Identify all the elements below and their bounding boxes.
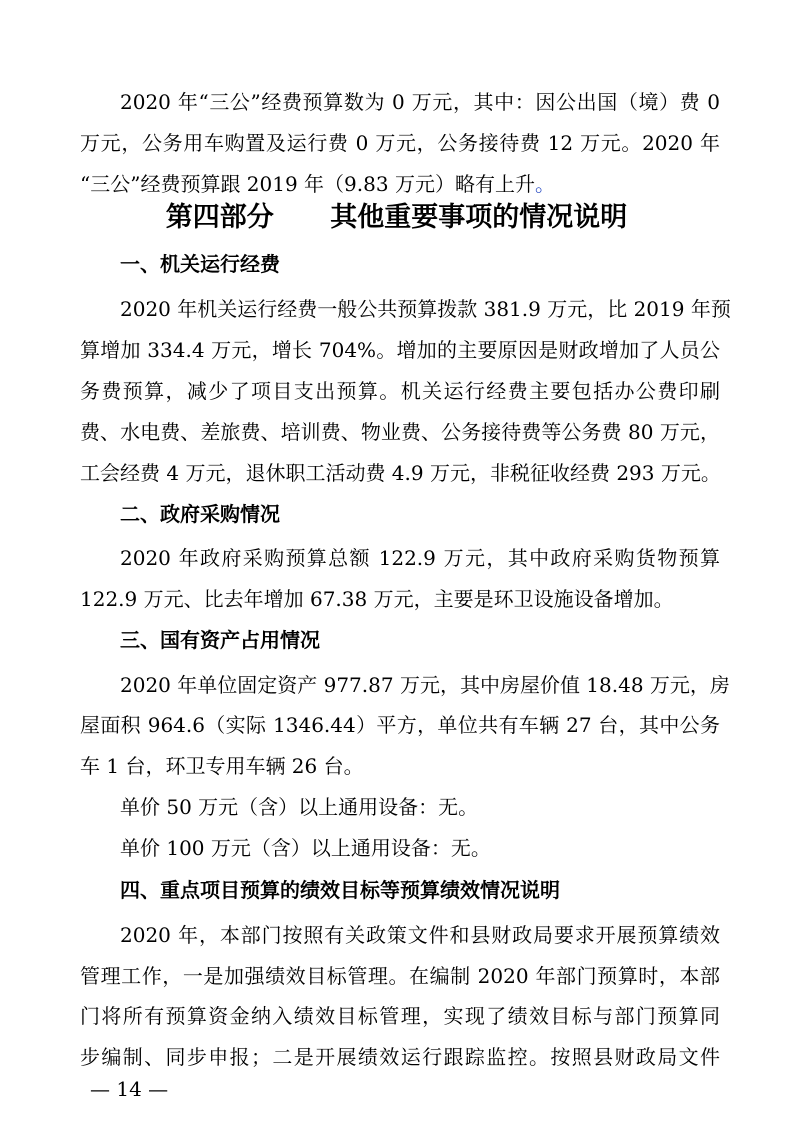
section-heading-4: 四、重点项目预算的绩效目标等预算绩效情况说明 xyxy=(120,878,560,902)
paragraph-line: 务费预算，减少了项目支出预算。机关运行经费主要包括办公费印刷 xyxy=(80,379,720,403)
paragraph-line: 门将所有预算资金纳入绩效目标管理，实现了绩效目标与部门预算同 xyxy=(80,1004,720,1028)
section-heading-3: 三、国有资产占用情况 xyxy=(120,628,320,652)
paragraph-text: “三公”经费预算跟 2019 年（9.83 万元）略有上升 xyxy=(80,172,535,196)
part-title: 第四部分 其他重要事项的情况说明 xyxy=(165,202,628,233)
paragraph-line: 屋面积 964.6（实际 1346.44）平方，单位共有车辆 27 台，其中公务 xyxy=(80,713,720,737)
page-number: — 14 — xyxy=(90,1077,169,1101)
paragraph-line: 单价 100 万元（含）以上通用设备：无。 xyxy=(120,836,491,860)
paragraph-end-mark: 。 xyxy=(534,172,555,196)
paragraph-line: 2020 年“三公”经费预算数为 0 万元，其中：因公出国（境）费 0 xyxy=(120,90,720,114)
paragraph-line: 单价 50 万元（含）以上通用设备：无。 xyxy=(120,795,479,819)
paragraph-line: 管理工作，一是加强绩效目标管理。在编制 2020 年部门预算时，本部 xyxy=(80,964,720,988)
section-heading-1: 一、机关运行经费 xyxy=(120,252,280,276)
paragraph-line: 费、水电费、差旅费、培训费、物业费、公务接待费等公务费 80 万元， xyxy=(80,420,720,444)
paragraph-line: 2020 年政府采购预算总额 122.9 万元，其中政府采购货物预算 xyxy=(120,546,720,570)
paragraph-line: 工会经费 4 万元，退休职工活动费 4.9 万元，非税征收经费 293 万元。 xyxy=(80,461,721,485)
paragraph-line: 122.9 万元、比去年增加 67.38 万元，主要是环卫设施设备增加。 xyxy=(80,587,674,611)
section-heading-2: 二、政府采购情况 xyxy=(120,502,280,526)
paragraph-line: 2020 年机关运行经费一般公共预算拨款 381.9 万元，比 2019 年预 xyxy=(120,297,731,321)
paragraph-line: 2020 年，本部门按照有关政策文件和县财政局要求开展预算绩效 xyxy=(120,923,720,947)
paragraph-line: 步编制、同步申报；二是开展绩效运行跟踪监控。按照县财政局文件 xyxy=(80,1045,720,1069)
paragraph-line: 算增加 334.4 万元，增长 704%。增加的主要原因是财政增加了人员公 xyxy=(80,338,720,362)
paragraph-line: 万元，公务用车购置及运行费 0 万元，公务接待费 12 万元。2020 年 xyxy=(80,131,720,155)
paragraph-line: 2020 年单位固定资产 977.87 万元，其中房屋价值 18.48 万元，房 xyxy=(120,673,730,697)
paragraph-line xyxy=(80,170,720,198)
paragraph-line: 车 1 台，环卫专用车辆 26 台。 xyxy=(80,754,364,778)
